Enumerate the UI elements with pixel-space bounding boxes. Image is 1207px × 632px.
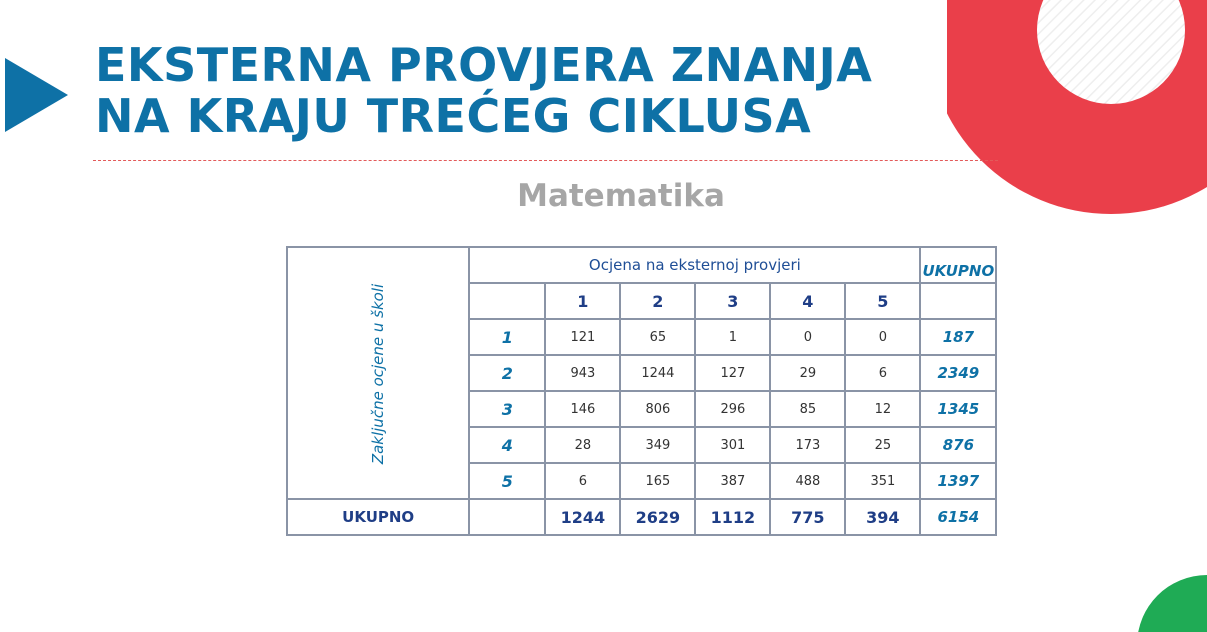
table-cell: 25 (846, 428, 921, 464)
column-group-header: Ocjena na eksternoj provjeri (470, 248, 921, 284)
column-total: 394 (846, 500, 921, 536)
row-label: 2 (470, 356, 546, 392)
column-total: 775 (771, 500, 846, 536)
grade-crosstab-table (286, 246, 997, 536)
table-cell: 0 (771, 320, 846, 356)
table-cell: 173 (771, 428, 846, 464)
column-header-3: 3 (696, 284, 771, 320)
table-cell: 12 (846, 392, 921, 428)
table-header-row (288, 248, 997, 284)
table-cell: 1 (696, 320, 771, 356)
row-total: 1345 (921, 392, 997, 428)
total-header-blank (921, 284, 997, 320)
decorative-green-circle (1097, 572, 1207, 632)
total-column-header: UKUPNO (921, 248, 997, 284)
table-cell: 6 (846, 356, 921, 392)
table-cell: 806 (621, 392, 696, 428)
title-line-2: NA KRAJU TREĆEG CIKLUSA (95, 89, 812, 143)
table-cell: 127 (696, 356, 771, 392)
column-total: 1112 (696, 500, 771, 536)
page-title (95, 40, 872, 142)
table-cell: 351 (846, 464, 921, 500)
row-label: 3 (470, 392, 546, 428)
totals-row (288, 500, 997, 536)
column-total: 2629 (621, 500, 696, 536)
row-total: 1397 (921, 464, 997, 500)
row-label: 5 (470, 464, 546, 500)
table-cell: 28 (546, 428, 621, 464)
table-cell: 29 (771, 356, 846, 392)
grand-total: 6154 (921, 500, 997, 536)
column-header-5: 5 (846, 284, 921, 320)
totals-blank-cell (470, 500, 546, 536)
row-total: 187 (921, 320, 997, 356)
table-cell: 6 (546, 464, 621, 500)
row-label: 1 (470, 320, 546, 356)
table-cell: 301 (696, 428, 771, 464)
row-group-header-cell (288, 248, 470, 500)
table-cell: 146 (546, 392, 621, 428)
column-total: 1244 (546, 500, 621, 536)
decorative-red-ring (947, 0, 1207, 220)
subject-subtitle: Matematika (517, 178, 725, 214)
table-cell: 943 (546, 356, 621, 392)
table-cell: 1244 (621, 356, 696, 392)
title-line-1: EKSTERNA PROVJERA ZNANJA (95, 38, 873, 92)
table-cell: 488 (771, 464, 846, 500)
row-total: 876 (921, 428, 997, 464)
table-cell: 85 (771, 392, 846, 428)
total-row-label: UKUPNO (288, 500, 470, 536)
table-cell: 296 (696, 392, 771, 428)
table-cell: 349 (621, 428, 696, 464)
column-header-2: 2 (621, 284, 696, 320)
row-group-header: Zaključne ocjene u školi (369, 283, 388, 464)
column-header-1: 1 (546, 284, 621, 320)
play-triangle-icon (5, 58, 68, 132)
row-total: 2349 (921, 356, 997, 392)
corner-cell (470, 284, 546, 320)
title-divider (93, 160, 998, 161)
row-label: 4 (470, 428, 546, 464)
column-header-4: 4 (771, 284, 846, 320)
table-cell: 121 (546, 320, 621, 356)
table-cell: 387 (696, 464, 771, 500)
table-cell: 65 (621, 320, 696, 356)
table-cell: 165 (621, 464, 696, 500)
table-cell: 0 (846, 320, 921, 356)
